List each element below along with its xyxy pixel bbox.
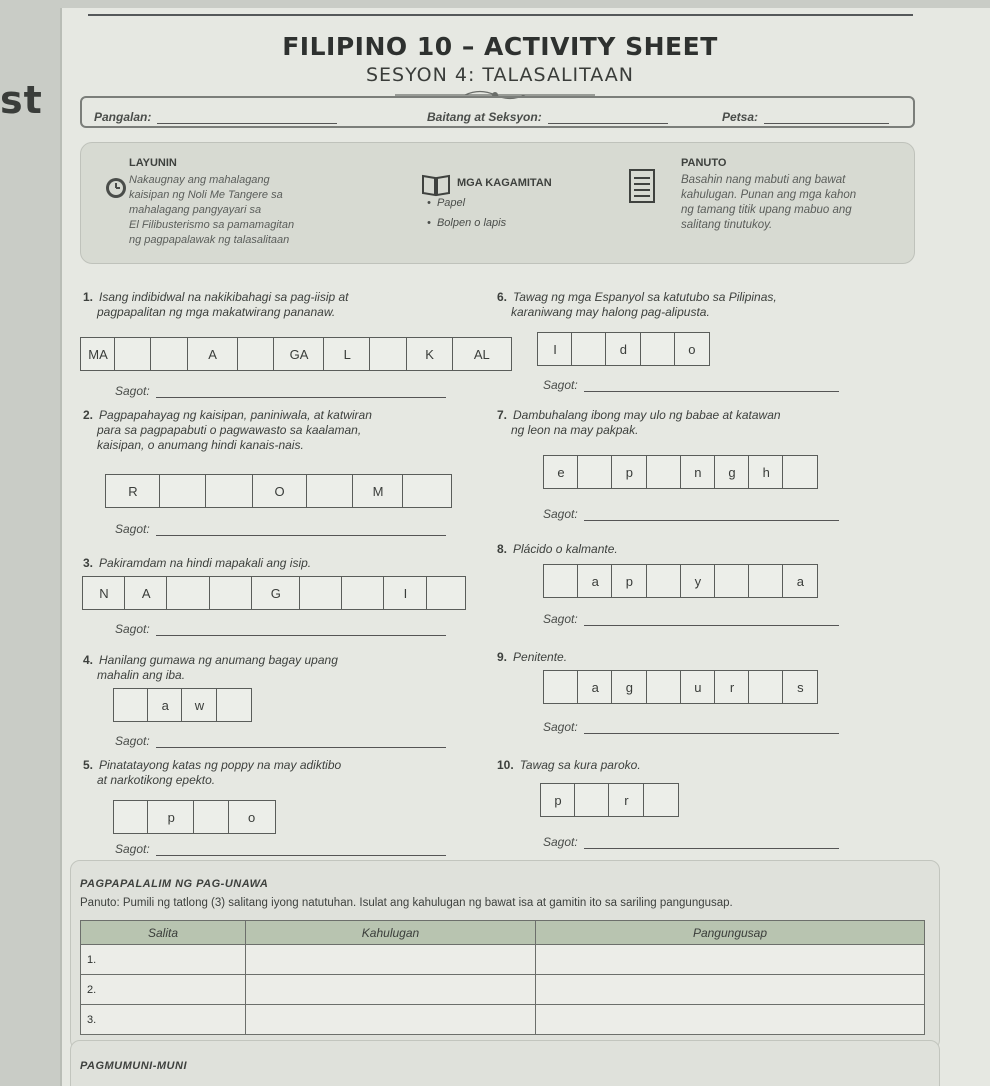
letter-box[interactable]: a (577, 670, 613, 704)
letter-box[interactable]: d (605, 332, 641, 366)
question-text: ng leon na may pakpak. (511, 423, 639, 437)
letter-box[interactable] (166, 576, 210, 610)
letter-box[interactable] (646, 670, 682, 704)
letter-box[interactable]: p (540, 783, 576, 817)
materials-column (427, 177, 617, 233)
answer-line[interactable] (156, 388, 446, 398)
letter-box[interactable] (150, 337, 188, 371)
reflection-heading: PAGMUMUNI-MUNI (80, 1060, 188, 1072)
letter-boxes-5 (113, 800, 276, 834)
answer-field-6[interactable] (543, 378, 839, 392)
instructions-heading: PANUTO (681, 157, 727, 169)
letter-box[interactable]: p (611, 455, 647, 489)
letter-box[interactable] (577, 455, 613, 489)
question-text: Plácido o kalmante. (513, 542, 618, 556)
question-item-3 (83, 556, 483, 571)
date-field[interactable] (722, 110, 889, 124)
letter-boxes-6 (537, 332, 710, 366)
answer-line[interactable] (156, 526, 446, 536)
letter-box[interactable]: h (748, 455, 784, 489)
letter-box[interactable] (341, 576, 385, 610)
section-label: Baitang at Seksyon: (427, 110, 542, 124)
instructions-line: Basahin nang mabuti ang bawat (681, 174, 846, 186)
top-border-line (88, 14, 913, 16)
session-title: SESYON 4: TALASALITAAN (365, 64, 635, 86)
question-number: 5. (83, 758, 94, 772)
name-label: Pangalan: (94, 110, 152, 124)
question-item-10 (497, 758, 917, 773)
letter-box[interactable] (402, 474, 452, 508)
answer-line[interactable] (156, 738, 446, 748)
letter-box[interactable]: r (714, 670, 750, 704)
question-number: 3. (83, 556, 94, 570)
letter-box[interactable] (306, 474, 354, 508)
letter-box[interactable]: a (577, 564, 613, 598)
sentence-cell[interactable] (536, 975, 925, 1005)
objective-line: ng pagpapalawak ng talasalitaan (129, 234, 290, 246)
meaning-cell[interactable] (246, 1005, 536, 1035)
letter-box[interactable]: N (82, 576, 126, 610)
letter-box[interactable]: w (181, 688, 217, 722)
answer-field-3[interactable] (115, 622, 446, 636)
row-number[interactable]: 2. (81, 975, 246, 1005)
date-label: Petsa: (722, 110, 759, 124)
question-item-1 (83, 290, 483, 320)
answer-line[interactable] (584, 724, 839, 734)
letter-box[interactable] (369, 337, 407, 371)
question-item-7 (497, 408, 917, 438)
question-text: karaniwang may halong pag-alipusta. (511, 305, 710, 319)
letter-box[interactable]: A (124, 576, 168, 610)
practice-heading: PAGPAPALALIM NG PAG-UNAWA (80, 878, 269, 890)
date-line[interactable] (764, 114, 889, 124)
letter-box[interactable]: AL (452, 337, 512, 371)
letter-box[interactable]: a (147, 688, 183, 722)
letter-box[interactable]: e (543, 455, 579, 489)
letter-boxes-9 (543, 670, 818, 704)
question-text: kaisipan, o anumang hindi kanais-nais. (97, 438, 304, 452)
question-text: Hanilang gumawa ng anumang bagay upang (99, 653, 338, 667)
letter-box[interactable] (646, 564, 682, 598)
letter-boxes-3 (82, 576, 466, 610)
answer-label: Sagot: (543, 507, 578, 521)
question-text: mahalin ang iba. (97, 668, 186, 682)
letter-box[interactable]: g (714, 455, 750, 489)
answer-line[interactable] (156, 626, 446, 636)
table-row (81, 975, 925, 1005)
answer-field-10[interactable] (543, 835, 839, 849)
letter-box[interactable]: g (611, 670, 647, 704)
question-item-6 (497, 290, 917, 320)
letter-box[interactable] (748, 564, 784, 598)
row-number[interactable]: 3. (81, 1005, 246, 1035)
materials-heading: MGA KAGAMITAN (457, 177, 552, 189)
letter-box[interactable] (193, 800, 229, 834)
letter-boxes-2 (105, 474, 452, 508)
letter-box[interactable]: A (187, 337, 239, 371)
objective-line: Nakaugnay ang mahalagang (129, 174, 270, 186)
letter-boxes-4 (113, 688, 252, 722)
answer-label: Sagot: (115, 522, 150, 536)
letter-box[interactable] (299, 576, 343, 610)
letter-box[interactable] (209, 576, 253, 610)
letter-box[interactable]: a (782, 564, 818, 598)
question-item-4 (83, 653, 483, 683)
letter-box[interactable] (113, 800, 149, 834)
question-number: 2. (83, 408, 94, 422)
question-number: 10. (497, 758, 514, 772)
answer-line[interactable] (584, 511, 839, 521)
instructions-line: kahulugan. Punan ang mga kahon (681, 189, 857, 201)
letter-box[interactable]: u (680, 670, 716, 704)
question-number: 7. (497, 408, 508, 422)
question-item-9 (497, 650, 917, 665)
row-number[interactable]: 1. (81, 945, 246, 975)
letter-box[interactable] (113, 688, 149, 722)
letter-box[interactable]: o (228, 800, 276, 834)
letter-box[interactable]: I (537, 332, 573, 366)
question-number: 6. (497, 290, 508, 304)
question-text: Dambuhalang ibong may ulo ng babae at katawan (513, 408, 781, 422)
reflection-card (70, 1040, 940, 1086)
letter-box[interactable] (574, 783, 610, 817)
question-text: Penitente. (513, 650, 568, 664)
question-number: 9. (497, 650, 508, 664)
letter-box[interactable] (571, 332, 607, 366)
clock-icon (105, 177, 127, 199)
sentence-cell[interactable] (536, 1005, 925, 1035)
question-item-5 (83, 758, 483, 788)
section-field[interactable] (427, 110, 668, 124)
question-text: at narkotikong epekto. (97, 773, 216, 787)
letter-box[interactable] (205, 474, 253, 508)
materials-list (427, 193, 617, 233)
letter-box[interactable] (114, 337, 152, 371)
question-text: pagpapalitan ng mga makatwirang pananaw. (97, 305, 336, 319)
letter-box[interactable] (237, 337, 275, 371)
objective-line: mahalagang pangyayari sa (129, 204, 262, 216)
materials-item: • Bolpen o lapis (427, 217, 507, 229)
letter-box[interactable]: M (352, 474, 404, 508)
table-row (81, 1005, 925, 1035)
answer-label: Sagot: (543, 720, 578, 734)
letter-box[interactable]: K (406, 337, 454, 371)
answer-field-9[interactable] (543, 720, 839, 734)
column-header: Salita (81, 921, 246, 945)
instructions-column (681, 157, 906, 233)
letter-box[interactable]: p (611, 564, 647, 598)
letter-box[interactable]: n (680, 455, 716, 489)
section-line[interactable] (548, 114, 668, 124)
sentence-cell[interactable] (536, 945, 925, 975)
name-field[interactable] (94, 110, 337, 124)
instructions-line: ng tamang titik upang mabuo ang (681, 204, 852, 216)
answer-field-4[interactable] (115, 734, 446, 748)
practice-directions: Panuto: Pumili ng tatlong (3) salitang iyong natutuhan. Isulat ang kahulugan ng bawat isa at gamitin ito sa sariling pangungusap. (80, 897, 733, 909)
answer-field-8[interactable] (543, 612, 839, 626)
question-number: 1. (83, 290, 94, 304)
answer-line[interactable] (584, 382, 839, 392)
letter-box[interactable]: r (608, 783, 644, 817)
question-item-8 (497, 542, 917, 557)
answer-label: Sagot: (115, 622, 150, 636)
letter-box[interactable]: y (680, 564, 716, 598)
letter-boxes-8 (543, 564, 818, 598)
answer-field-2[interactable] (115, 522, 446, 536)
column-header: Kahulugan (246, 921, 536, 945)
meaning-cell[interactable] (246, 945, 536, 975)
question-text: Pagpapahayag ng kaisipan, paniniwala, at katwiran (99, 408, 372, 422)
letter-box[interactable] (714, 564, 750, 598)
answer-label: Sagot: (543, 835, 578, 849)
objective-heading: LAYUNIN (129, 157, 177, 169)
answer-label: Sagot: (543, 378, 578, 392)
letter-box[interactable] (426, 576, 466, 610)
letter-box[interactable] (159, 474, 207, 508)
objective-line: El Filibusterismo sa pamamagitan (129, 219, 295, 231)
letter-box[interactable]: R (105, 474, 161, 508)
letter-box[interactable]: G (251, 576, 301, 610)
meaning-cell[interactable] (246, 975, 536, 1005)
instructions-line: salitang tinutukoy. (681, 219, 773, 231)
answer-label: Sagot: (115, 842, 150, 856)
objective-column (129, 157, 379, 248)
question-text: Isang indibidwal na nakikibahagi sa pag-iisip at (99, 290, 349, 304)
question-item-2 (83, 408, 483, 453)
letter-box[interactable]: L (323, 337, 371, 371)
letter-box[interactable]: o (674, 332, 710, 366)
table-row (81, 945, 925, 975)
answer-line[interactable] (584, 839, 839, 849)
question-text: Tawag ng mga Espanyol sa katutubo sa Pilipinas, (513, 290, 777, 304)
letter-boxes-10 (540, 783, 679, 817)
letter-box[interactable]: p (147, 800, 195, 834)
question-text: Pakiramdam na hindi mapakali ang isip. (99, 556, 312, 570)
letter-box[interactable] (216, 688, 252, 722)
materials-item: • Papel (427, 197, 466, 209)
letter-boxes-1 (80, 337, 512, 371)
answer-label: Sagot: (543, 612, 578, 626)
answer-line[interactable] (156, 846, 446, 856)
letter-box[interactable]: GA (273, 337, 325, 371)
letter-box[interactable] (748, 670, 784, 704)
letter-box[interactable] (643, 783, 679, 817)
question-text: Tawag sa kura paroko. (519, 758, 641, 772)
letter-box[interactable] (543, 670, 579, 704)
instruction-panel (80, 142, 915, 264)
letter-box[interactable] (640, 332, 676, 366)
question-text: para sa pagpapabuti o pagwawasto sa kaalaman, (97, 423, 362, 437)
letter-box[interactable]: s (782, 670, 818, 704)
answer-label: Sagot: (115, 384, 150, 398)
question-number: 8. (497, 542, 508, 556)
answer-field-1[interactable] (115, 384, 446, 398)
question-text: Pinatatayong katas ng poppy na may adiktibo (99, 758, 342, 772)
letter-box[interactable]: MA (80, 337, 116, 371)
letter-boxes-7 (543, 455, 818, 489)
checklist-icon (629, 169, 655, 203)
letter-box[interactable] (543, 564, 579, 598)
background-page-fragment: st (0, 78, 43, 122)
name-line[interactable] (157, 114, 337, 124)
practice-table (80, 920, 925, 1035)
letter-box[interactable] (782, 455, 818, 489)
question-number: 4. (83, 653, 94, 667)
answer-line[interactable] (584, 616, 839, 626)
letter-box[interactable]: O (252, 474, 308, 508)
answer-field-5[interactable] (115, 842, 446, 856)
answer-field-7[interactable] (543, 507, 839, 521)
objective-line: kaisipan ng Noli Me Tangere sa (129, 189, 283, 201)
letter-box[interactable]: I (383, 576, 427, 610)
page-title: FILIPINO 10 – ACTIVITY SHEET (282, 32, 718, 61)
answer-label: Sagot: (115, 734, 150, 748)
column-header: Pangungusap (536, 921, 925, 945)
letter-box[interactable] (646, 455, 682, 489)
student-info-bar (80, 96, 915, 128)
